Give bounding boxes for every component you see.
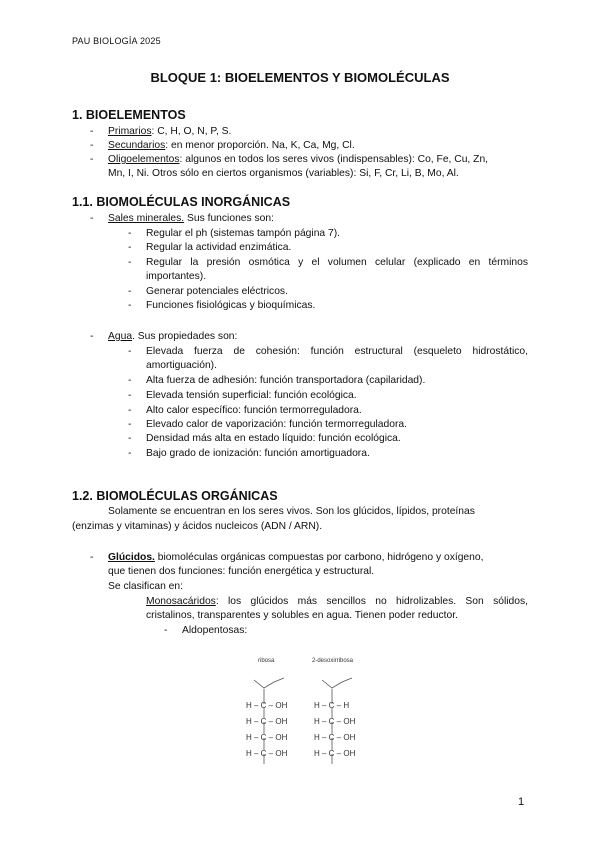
list-item-agua: Agua. Sus propiedades son: bbox=[108, 331, 238, 342]
page-title: BLOQUE 1: BIOELEMENTOS Y BIOMOLÉCULAS bbox=[150, 70, 450, 85]
bullet-dash: - bbox=[90, 331, 94, 342]
bullet-dash: - bbox=[90, 552, 94, 563]
bullet-dash: - bbox=[90, 154, 94, 165]
bullet-dash: - bbox=[90, 126, 94, 137]
page-header: PAU BIOLOGÍA 2025 bbox=[72, 36, 161, 46]
sub-item: Alta fuerza de adhesión: función transportadora (capilaridad). bbox=[146, 375, 426, 386]
structure-row: H – C – OH bbox=[314, 733, 356, 742]
bullet-dash: - bbox=[90, 140, 94, 151]
list-item: Primarios: C, H, O, N, P, S. bbox=[108, 126, 232, 137]
sub-item: Generar potenciales eléctricos. bbox=[146, 286, 288, 297]
structure-row: H – C – OH bbox=[246, 733, 288, 742]
paragraph: Se clasifican en: bbox=[108, 581, 183, 592]
sub-item: Bajo grado de ionización: función amortiguadora. bbox=[146, 448, 370, 459]
sub-item: Alto calor específico: función termorreguladora. bbox=[146, 405, 362, 416]
section-heading-inorganicas: 1.1. BIOMOLÉCULAS INORGÁNICAS bbox=[72, 195, 291, 209]
sub-item: Elevado calor de vaporización: función termorreguladora. bbox=[146, 419, 408, 430]
structure-row: H – C – OH bbox=[246, 717, 288, 726]
sub-item: Regular la actividad enzimática. bbox=[146, 242, 292, 253]
sub-item: Densidad más alta en estado líquido: función ecológica. bbox=[146, 433, 401, 444]
paragraph: (enzimas y vitaminas) y ácidos nucleicos (ADN / ARN). bbox=[72, 521, 323, 532]
sub-item: Elevada tensión superficial: función ecológica. bbox=[146, 390, 357, 401]
sub-item-continuation: amortiguación). bbox=[146, 360, 217, 371]
aldopentose-structures-figure bbox=[240, 652, 370, 782]
bullet-dash: - bbox=[90, 213, 94, 224]
sub-item: Funciones fisiológicas y bioquímicas. bbox=[146, 300, 316, 311]
paragraph: que tienen dos funciones: función energética y estructural. bbox=[108, 566, 375, 577]
list-item: Secundarios: en menor proporción. Na, K, Ca, Mg, Cl. bbox=[108, 140, 355, 151]
section-heading-organicas: 1.2. BIOMOLÉCULAS ORGÁNICAS bbox=[72, 489, 278, 503]
page-number: 1 bbox=[518, 796, 525, 808]
structure-row: H – C – OH bbox=[246, 749, 288, 758]
figure-label-ribosa: ribosa bbox=[258, 658, 275, 664]
list-item-continuation: Mn, I, Ni. Otros sólo en ciertos organismos (variables): Si, F, Cr, Li, B, Mo, Al. bbox=[108, 168, 459, 179]
section-heading-bioelementos: 1. BIOELEMENTOS bbox=[72, 108, 186, 122]
structure-row: H – C – H bbox=[314, 701, 350, 710]
sub-item: Elevada fuerza de cohesión: función estructural (esqueleto hidrostático, bbox=[146, 346, 528, 357]
structure-row: H – C – OH bbox=[246, 701, 288, 710]
structure-row: H – C – OH bbox=[314, 749, 356, 758]
paragraph: Solamente se encuentran en los seres vivos. Son los glúcidos, lípidos, proteínas bbox=[108, 506, 475, 517]
sub-item-aldopentosas: Aldopentosas: bbox=[182, 625, 248, 636]
paragraph-monosacaridos: Monosacáridos: los glúcidos más sencillos no hidrolizables. Son sólidos, bbox=[146, 596, 528, 607]
sub-item: Regular la presión osmótica y el volumen celular (explicado en términos bbox=[146, 257, 528, 268]
structure-row: H – C – OH bbox=[314, 717, 356, 726]
sub-item: Regular el ph (sistemas tampón página 7). bbox=[146, 228, 341, 239]
list-item-glucidos: Glúcidos. biomoléculas orgánicas compuestas por carbono, hidrógeno y oxígeno, bbox=[108, 552, 484, 563]
figure-label-desoxirribosa: 2-desoxirribosa bbox=[312, 658, 354, 664]
list-item: Oligoelementos: algunos en todos los seres vivos (indispensables): Co, Fe, Cu, Zn, bbox=[108, 154, 489, 165]
list-item-sales: Sales minerales. Sus funciones son: bbox=[108, 213, 274, 224]
paragraph: cristalinos, transparentes y solubles en agua. Tienen poder reductor. bbox=[146, 610, 458, 621]
sub-item-continuation: importantes). bbox=[146, 271, 207, 282]
